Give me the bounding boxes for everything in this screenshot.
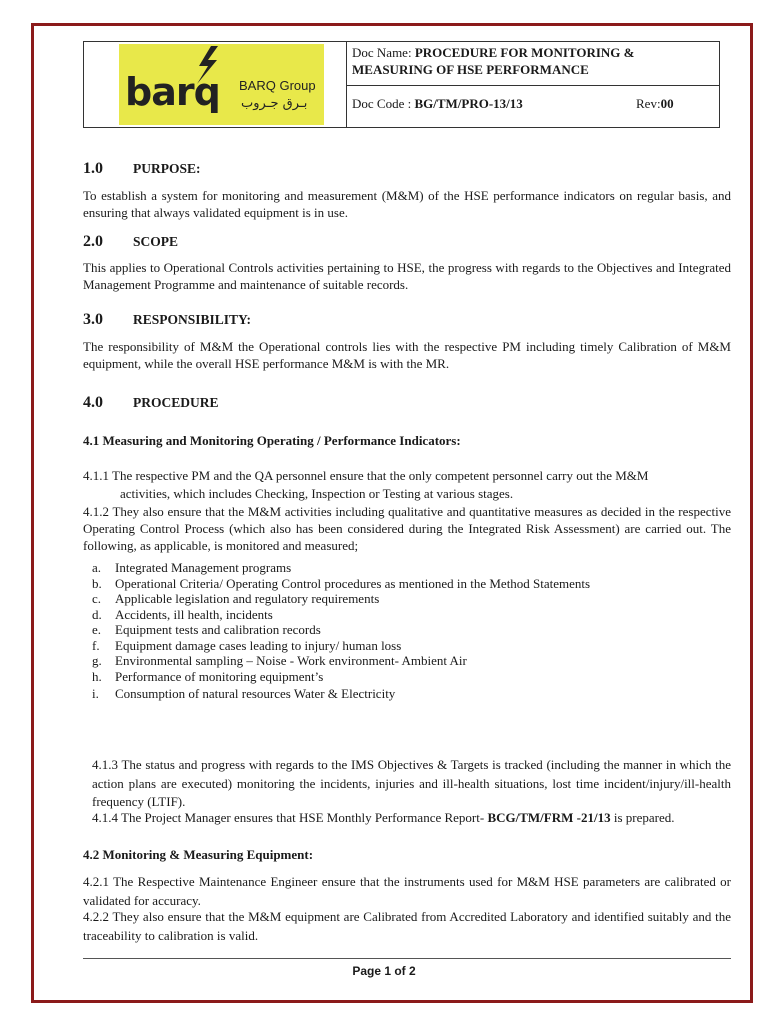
footer-divider bbox=[83, 958, 731, 959]
subsection-4-2-heading: 4.2 Monitoring & Measuring Equipment: bbox=[83, 847, 314, 862]
list-item: g. Environmental sampling – Noise - Work environment- Ambient Air bbox=[92, 653, 467, 668]
section-number: 3.0 bbox=[83, 311, 103, 328]
list-item: e. Equipment tests and calibration records bbox=[92, 622, 321, 637]
section-scope-heading bbox=[83, 233, 178, 251]
para-4-2-1: 4.2.1 The Respective Maintenance Engineer ensure that the instruments used for M&M HSE parameters are calibrated or validated for accuracy. bbox=[83, 874, 731, 908]
list-item: f. Equipment damage cases leading to injury/ human loss bbox=[92, 637, 402, 653]
logo-cell bbox=[84, 42, 347, 127]
doc-code-value: BG/TM/PRO-13/13 bbox=[414, 96, 523, 111]
list-item: h. Performance of monitoring equipment’s bbox=[92, 668, 324, 684]
section-title: RESPONSIBILITY: bbox=[133, 312, 252, 327]
section-procedure-heading bbox=[83, 394, 219, 412]
section-number: 2.0 bbox=[83, 233, 103, 250]
para-4-1-3: 4.1.3 The status and progress with regards to the IMS Objectives & Targets is tracked (including the manner in which the action plans are executed) monitoring the incidents, injuries and ill-health situations, lost time incident/injury/ill-health frequency (LTIF). bbox=[92, 757, 731, 809]
section-number: 1.0 bbox=[83, 160, 103, 177]
doc-name-value: PROCEDURE FOR MONITORING & MEASURING OF HSE PERFORMANCE bbox=[352, 45, 635, 77]
section-title: PROCEDURE bbox=[133, 395, 219, 410]
rev-value: 00 bbox=[660, 96, 674, 111]
section-title: PURPOSE: bbox=[133, 161, 201, 176]
rev-label: Rev: bbox=[636, 96, 661, 111]
document-header bbox=[83, 41, 720, 128]
section-title: SCOPE bbox=[133, 234, 179, 249]
doc-name-label: Doc Name: bbox=[352, 45, 412, 60]
company-logo bbox=[119, 44, 324, 125]
revision bbox=[636, 96, 674, 112]
section-purpose-heading bbox=[83, 160, 201, 178]
doc-code-cell bbox=[346, 86, 719, 127]
list-item: d. Accidents, ill health, incidents bbox=[92, 606, 273, 622]
para-4-2-2: 4.2.2 They also ensure that the M&M equipment are Calibrated from Accredited Laboratory and identified suitably and the traceability to calibration is valid. bbox=[83, 909, 731, 943]
section-responsibility-heading bbox=[83, 311, 251, 329]
list-item: c. Applicable legislation and regulatory requirements bbox=[92, 591, 380, 606]
subsection-4-1-heading: 4.1 Measuring and Monitoring Operating / Performance Indicators: bbox=[83, 433, 461, 448]
section-responsibility-text: The responsibility of M&M the Operational controls lies with the respective PM including timely Calibration of M&M equipment, while the overall HSE performance M&M is with the MR. bbox=[83, 339, 731, 371]
brand-name-ar: بـرق جـروب bbox=[241, 96, 308, 111]
list-item: i. Consumption of natural resources Water & Electricity bbox=[92, 686, 396, 701]
section-purpose-text: To establish a system for monitoring and measurement (M&M) of the HSE performance indicators on regular basis, and ensuring that always validated equipment is in use. bbox=[83, 188, 731, 220]
section-number: 4.0 bbox=[83, 394, 103, 411]
doc-code-label: Doc Code : bbox=[352, 96, 412, 111]
logo-wordmark: barq bbox=[125, 70, 220, 114]
para-4-1-4: 4.1.4 The Project Manager ensures that HSE Monthly Performance Report- BCG/TM/FRM -21/13 is prepared. bbox=[92, 810, 675, 825]
para-4-1-1-line2: activities, which includes Checking, Inspection or Testing at various stages. bbox=[120, 486, 514, 501]
para-4-1-2: 4.1.2 They also ensure that the M&M activities including qualitative and quantitative measures as decided in the respective Operating Control Process (which also has been considered during the Integrated Risk Assessment) are carried out. The following, as applicable, is monitored and measured; bbox=[83, 504, 731, 553]
doc-name-cell bbox=[346, 42, 719, 86]
page-number: Page 1 of 2 bbox=[352, 964, 416, 978]
list-item: b. Operational Criteria/ Operating Control procedures as mentioned in the Method Statements bbox=[92, 575, 591, 591]
list-item: a. Integrated Management programs bbox=[92, 560, 292, 575]
para-4-1-1-line1: 4.1.1 The respective PM and the QA personnel ensure that the only competent personnel carry out the M&M bbox=[83, 468, 649, 483]
monitored-items-list bbox=[92, 560, 590, 702]
section-scope-text: This applies to Operational Controls activities pertaining to HSE, the progress with regards to the Objectives and Integrated Management Programme and maintenance of suitable records. bbox=[83, 260, 731, 292]
brand-name-en: BARQ Group bbox=[239, 78, 316, 93]
report-code: BCG/TM/FRM -21/13 bbox=[487, 810, 611, 825]
